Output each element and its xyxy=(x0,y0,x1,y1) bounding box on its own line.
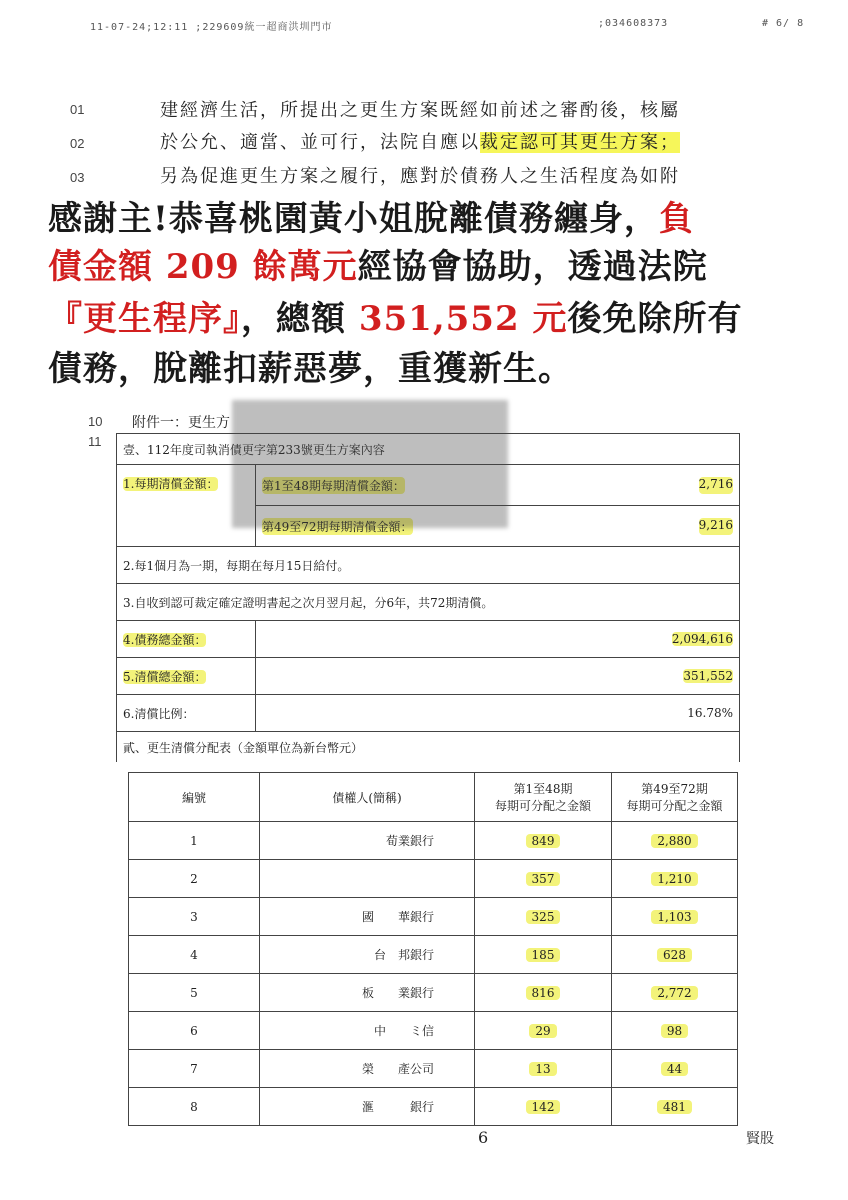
row-amount-2 xyxy=(612,1012,738,1050)
line-number-03: 03 xyxy=(70,170,85,185)
header-number: 編號 xyxy=(129,773,260,822)
row-number: 6 xyxy=(129,1012,260,1050)
plan-row1b-desc: 第49至72期每期清償金額： xyxy=(262,519,413,534)
plan-row5-value-cell xyxy=(256,658,740,695)
row-amount-1 xyxy=(475,1050,612,1088)
header-period-1-line1: 第1至48期 xyxy=(513,782,573,796)
row-amount-1-value: 816 xyxy=(526,986,561,1000)
announcement-total: 351,552 元 xyxy=(358,299,568,339)
announcement-text-3: ，總額 xyxy=(241,299,359,339)
plan-row4-value-cell xyxy=(256,621,740,658)
plan-section2-title: 貳、更生清償分配表（金額單位為新台幣元） xyxy=(117,732,740,763)
announcement-line-4: 債務，脫離扣薪惡夢，重獲新生。 xyxy=(48,349,573,389)
row-amount-1-value: 357 xyxy=(526,872,561,886)
row-number: 1 xyxy=(129,822,260,860)
plan-row6-label: 6.清償比例： xyxy=(117,695,256,732)
row-amount-2-value: 98 xyxy=(661,1024,688,1038)
announcement-line-3 xyxy=(48,296,818,342)
table-row xyxy=(129,822,738,860)
announcement-text-4: 後免除所有 xyxy=(567,299,743,339)
distribution-table xyxy=(128,772,738,1126)
plan-row5-label: 5.清償總金額： xyxy=(123,669,207,684)
table-row xyxy=(129,1012,738,1050)
row-amount-2 xyxy=(612,898,738,936)
fax-header-phone: ;034608373 xyxy=(598,18,669,29)
line-number-11: 11 xyxy=(88,434,102,449)
table-row xyxy=(129,898,738,936)
header-period-1 xyxy=(475,773,612,822)
row-creditor: 國 華銀行 xyxy=(260,898,475,936)
row-number: 8 xyxy=(129,1088,260,1126)
plan-row1a-desc: 第1至48期每期清償金額： xyxy=(262,478,405,493)
page-number: 6 xyxy=(478,1128,489,1147)
row-amount-1-value: 325 xyxy=(526,910,561,924)
table-row xyxy=(129,1050,738,1088)
plan-row1a-value: 2,716 xyxy=(699,477,733,494)
row-number: 3 xyxy=(129,898,260,936)
table-row xyxy=(129,860,738,898)
announcement-line-1 xyxy=(48,196,818,242)
line-number-01: 01 xyxy=(70,102,85,117)
row-amount-1-value: 185 xyxy=(526,948,561,962)
row-amount-2 xyxy=(612,1088,738,1126)
court-text-line-2 xyxy=(160,128,680,154)
line-number-10: 10 xyxy=(88,414,103,429)
row-amount-1 xyxy=(475,822,612,860)
plan-row6-value: 16.78% xyxy=(256,695,740,732)
row-amount-1-value: 29 xyxy=(529,1024,556,1038)
announcement-text-1: 感謝主!恭喜桃園黃小姐脫離債務纏身， xyxy=(48,199,659,239)
row-creditor: 台 邦銀行 xyxy=(260,936,475,974)
row-amount-2-value: 2,880 xyxy=(651,834,697,848)
court-text-line-1 xyxy=(160,96,680,122)
row-amount-1-value: 849 xyxy=(526,834,561,848)
announcement-red-1: 負 xyxy=(658,199,694,239)
row-amount-1 xyxy=(475,1088,612,1126)
announcement-line-2 xyxy=(48,244,818,290)
official-seal-stamp xyxy=(232,400,508,528)
row-amount-1 xyxy=(475,898,612,936)
header-creditor: 債權人(簡稱) xyxy=(260,773,475,822)
header-period-1-line2: 每期可分配之金額 xyxy=(494,799,591,813)
row-amount-2 xyxy=(612,974,738,1012)
row-creditor: 荀業銀行 xyxy=(260,822,475,860)
row-number: 7 xyxy=(129,1050,260,1088)
plan-row1b-value: 9,216 xyxy=(699,518,733,535)
row-creditor: 滙 銀行 xyxy=(260,1088,475,1126)
attachment-label: 附件一：更生方 xyxy=(132,415,230,431)
row-creditor: 板 業銀行 xyxy=(260,974,475,1012)
fax-header-page: # 6/ 8 xyxy=(762,18,805,29)
fax-header-left: 11-07-24;12:11 ;229609統一超商洪圳門市 xyxy=(90,22,333,33)
row-amount-2-value: 628 xyxy=(657,948,692,962)
announcement-text-2: 經協會協助，透過法院 xyxy=(357,247,708,287)
row-amount-1 xyxy=(475,936,612,974)
line-number-02: 02 xyxy=(70,136,85,151)
court-text-line-3-text: 另為促進更生方案之履行，應對於債務人之生活程度為如附 xyxy=(160,166,680,187)
row-amount-1 xyxy=(475,860,612,898)
row-amount-2-value: 44 xyxy=(661,1062,688,1076)
row-amount-2 xyxy=(612,1050,738,1088)
row-amount-2 xyxy=(612,936,738,974)
plan-title: 壹、112年度司執消債更字第233號更生方案內容 xyxy=(117,434,740,465)
row-amount-2-value: 2,772 xyxy=(651,986,697,1000)
row-creditor xyxy=(260,860,475,898)
court-text-line-2-text: 於公允、適當、並可行，法院自應以 xyxy=(160,132,480,153)
announcement-debt-amount: 債金額 209 餘萬元 xyxy=(48,247,358,287)
footer-stamp-text: 賢股 xyxy=(746,1131,774,1147)
row-creditor: 榮 產公司 xyxy=(260,1050,475,1088)
row-number: 4 xyxy=(129,936,260,974)
row-amount-2 xyxy=(612,822,738,860)
row-amount-2-value: 481 xyxy=(657,1100,692,1114)
row-number: 5 xyxy=(129,974,260,1012)
plan-row5-value: 351,552 xyxy=(683,669,733,683)
row-amount-1 xyxy=(475,1012,612,1050)
row-amount-2-value: 1,103 xyxy=(651,910,697,924)
plan-row3: 3.自收到認可裁定確定證明書起之次月翌月起，分6年，共72期清償。 xyxy=(117,584,740,621)
row-amount-1-value: 13 xyxy=(529,1062,556,1076)
announcement-procedure: 『更生程序』 xyxy=(48,299,241,339)
header-period-2-line1: 第49至72期 xyxy=(641,782,708,796)
row-amount-2-value: 1,210 xyxy=(651,872,697,886)
header-period-2-line2: 每期可分配之金額 xyxy=(626,799,723,813)
row-amount-2 xyxy=(612,860,738,898)
plan-row4-value: 2,094,616 xyxy=(671,632,733,646)
table-row xyxy=(129,1088,738,1126)
court-text-line-1-text: 建經濟生活，所提出之更生方案既經如前述之審酌後，核屬 xyxy=(160,100,680,121)
court-text-line-3 xyxy=(160,162,680,188)
table-row xyxy=(129,974,738,1012)
court-text-highlight: 裁定認可其更生方案； xyxy=(480,132,680,153)
plan-row1-label: 1.每期清償金額： xyxy=(123,477,219,491)
table-row xyxy=(129,936,738,974)
row-amount-1-value: 142 xyxy=(526,1100,561,1114)
row-creditor: 中 ミ信 xyxy=(260,1012,475,1050)
row-number: 2 xyxy=(129,860,260,898)
row-amount-1 xyxy=(475,974,612,1012)
plan-row2: 2.每1個月為一期，每期在每月15日給付。 xyxy=(117,547,740,584)
plan-row4-label-cell xyxy=(117,621,256,658)
plan-row4-label: 4.債務總金額： xyxy=(123,632,207,647)
header-period-2 xyxy=(612,773,738,822)
plan-row5-label-cell xyxy=(117,658,256,695)
